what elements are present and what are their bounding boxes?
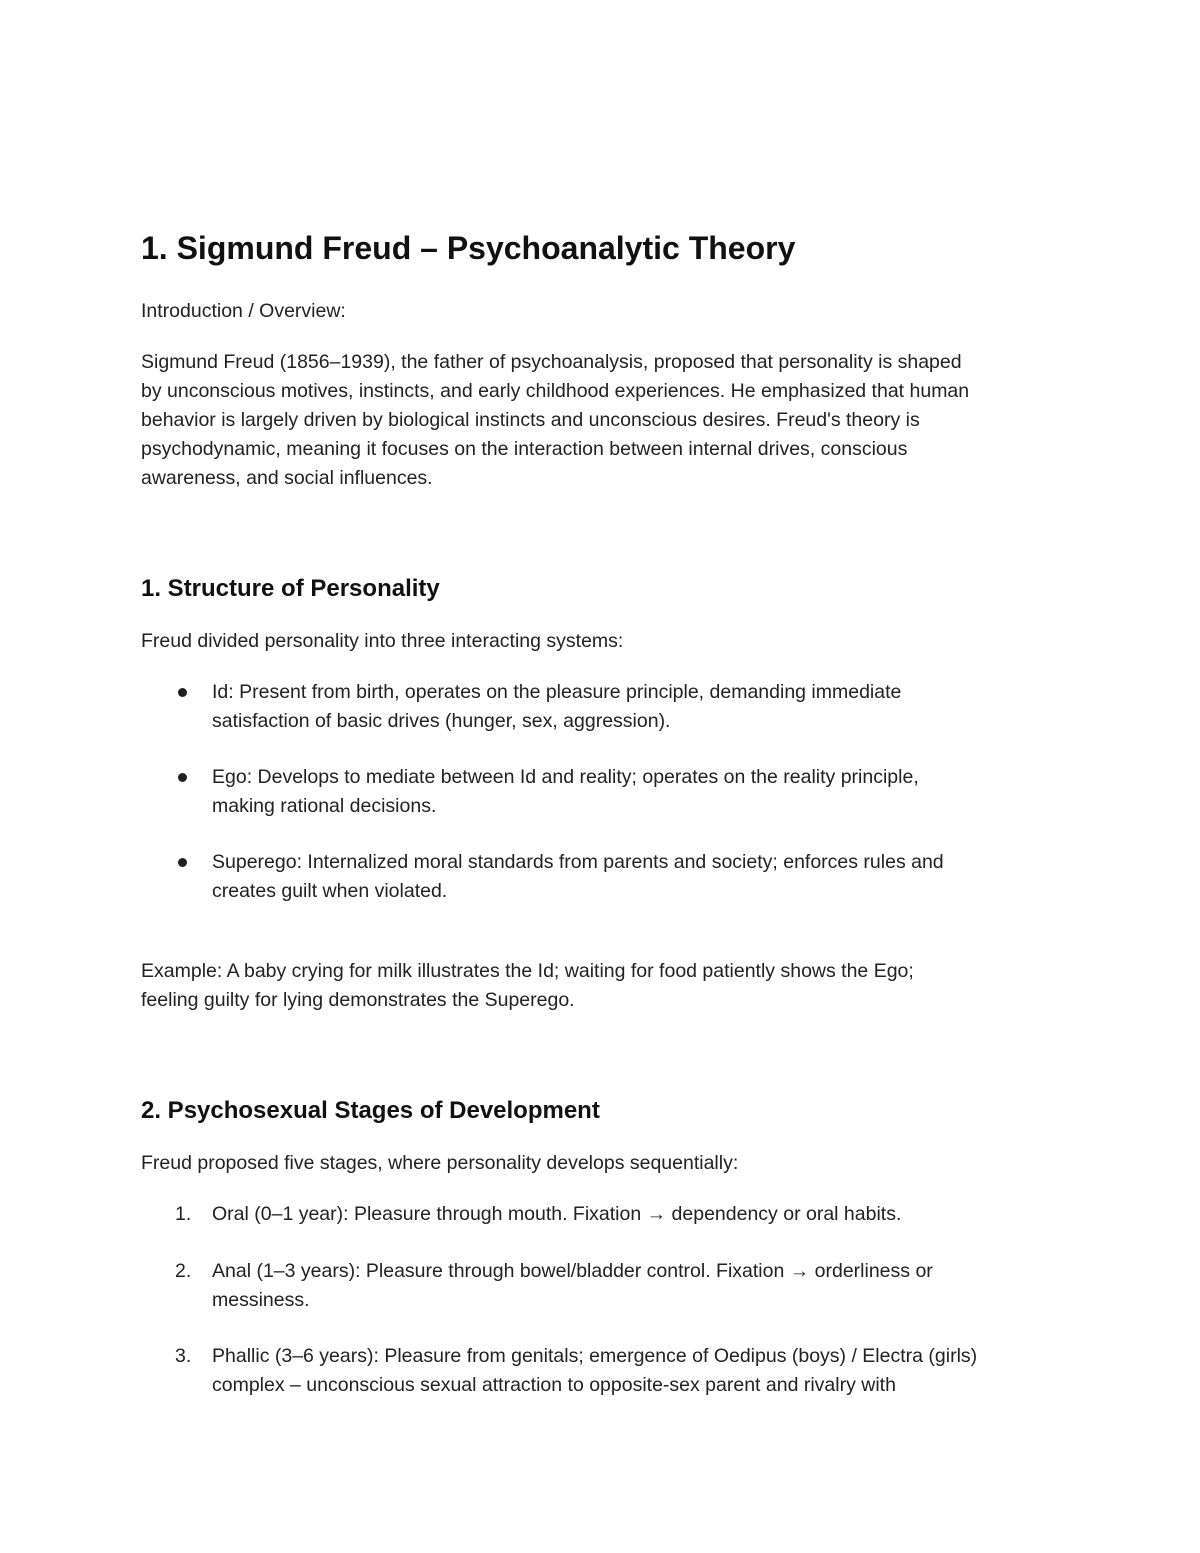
list-item-line: making rational decisions. [212, 795, 437, 817]
list-item-line: satisfaction of basic drives (hunger, sex, aggression). [212, 710, 671, 732]
bullet-icon [178, 773, 187, 782]
intro-line: psychodynamic, meaning it focuses on the interaction between internal drives, conscious [141, 438, 908, 460]
bullet-icon [178, 858, 187, 867]
list-item-line: messiness. [212, 1289, 310, 1311]
bullet-icon [178, 688, 187, 697]
psychosexual-stages-list [141, 1200, 1071, 1400]
intro-line: Sigmund Freud (1856–1939), the father of psychoanalysis, proposed that personality is shaped [141, 351, 962, 373]
page-title: 1. Sigmund Freud – Psychoanalytic Theory [141, 230, 796, 266]
list-item-line: creates guilt when violated. [212, 880, 448, 902]
document-content [141, 224, 1071, 1400]
list-item-phallic [141, 1342, 1071, 1400]
list-item-line: Phallic (3–6 years): Pleasure from genitals; emergence of Oedipus (boys) / Electra (girls) [212, 1345, 978, 1367]
intro-paragraph [141, 348, 1071, 493]
list-item-line: Superego: Internalized moral standards from parents and society; enforces rules and [212, 851, 944, 873]
example-paragraph [141, 957, 1071, 1015]
list-item-line: Anal (1–3 years): Pleasure through bowel/bladder control. Fixation → orderliness or [212, 1260, 933, 1282]
intro-line: awareness, and social influences. [141, 467, 433, 489]
list-item-oral [141, 1200, 1071, 1229]
section1-lead: Freud divided personality into three interacting systems: [141, 630, 624, 652]
list-number: 1. [175, 1203, 192, 1225]
intro-line: by unconscious motives, instincts, and early childhood experiences. He emphasized that human [141, 380, 970, 402]
intro-label: Introduction / Overview: [141, 300, 346, 322]
example-line: feeling guilty for lying demonstrates the Superego. [141, 989, 575, 1011]
section2-lead: Freud proposed five stages, where personality develops sequentially: [141, 1152, 739, 1174]
list-item-ego [141, 763, 1071, 821]
personality-systems-list [141, 678, 1071, 906]
list-item-line: complex – unconscious sexual attraction to opposite-sex parent and rivalry with [212, 1374, 896, 1396]
list-item-line: Oral (0–1 year): Pleasure through mouth. Fixation → dependency or oral habits. [212, 1203, 902, 1225]
section-heading-structure: 1. Structure of Personality [141, 575, 440, 602]
section-heading-psychosexual: 2. Psychosexual Stages of Development [141, 1097, 600, 1124]
list-item-id [141, 678, 1071, 736]
example-line: Example: A baby crying for milk illustrates the Id; waiting for food patiently shows the Ego; [141, 960, 914, 982]
list-item-anal [141, 1257, 1071, 1315]
list-item-superego [141, 848, 1071, 906]
list-item-line: Id: Present from birth, operates on the pleasure principle, demanding immediate [212, 681, 902, 703]
intro-line: behavior is largely driven by biological instincts and unconscious desires. Freud's theory is [141, 409, 920, 431]
list-item-line: Ego: Develops to mediate between Id and reality; operates on the reality principle, [212, 766, 919, 788]
list-number: 3. [175, 1345, 192, 1367]
list-number: 2. [175, 1260, 192, 1282]
